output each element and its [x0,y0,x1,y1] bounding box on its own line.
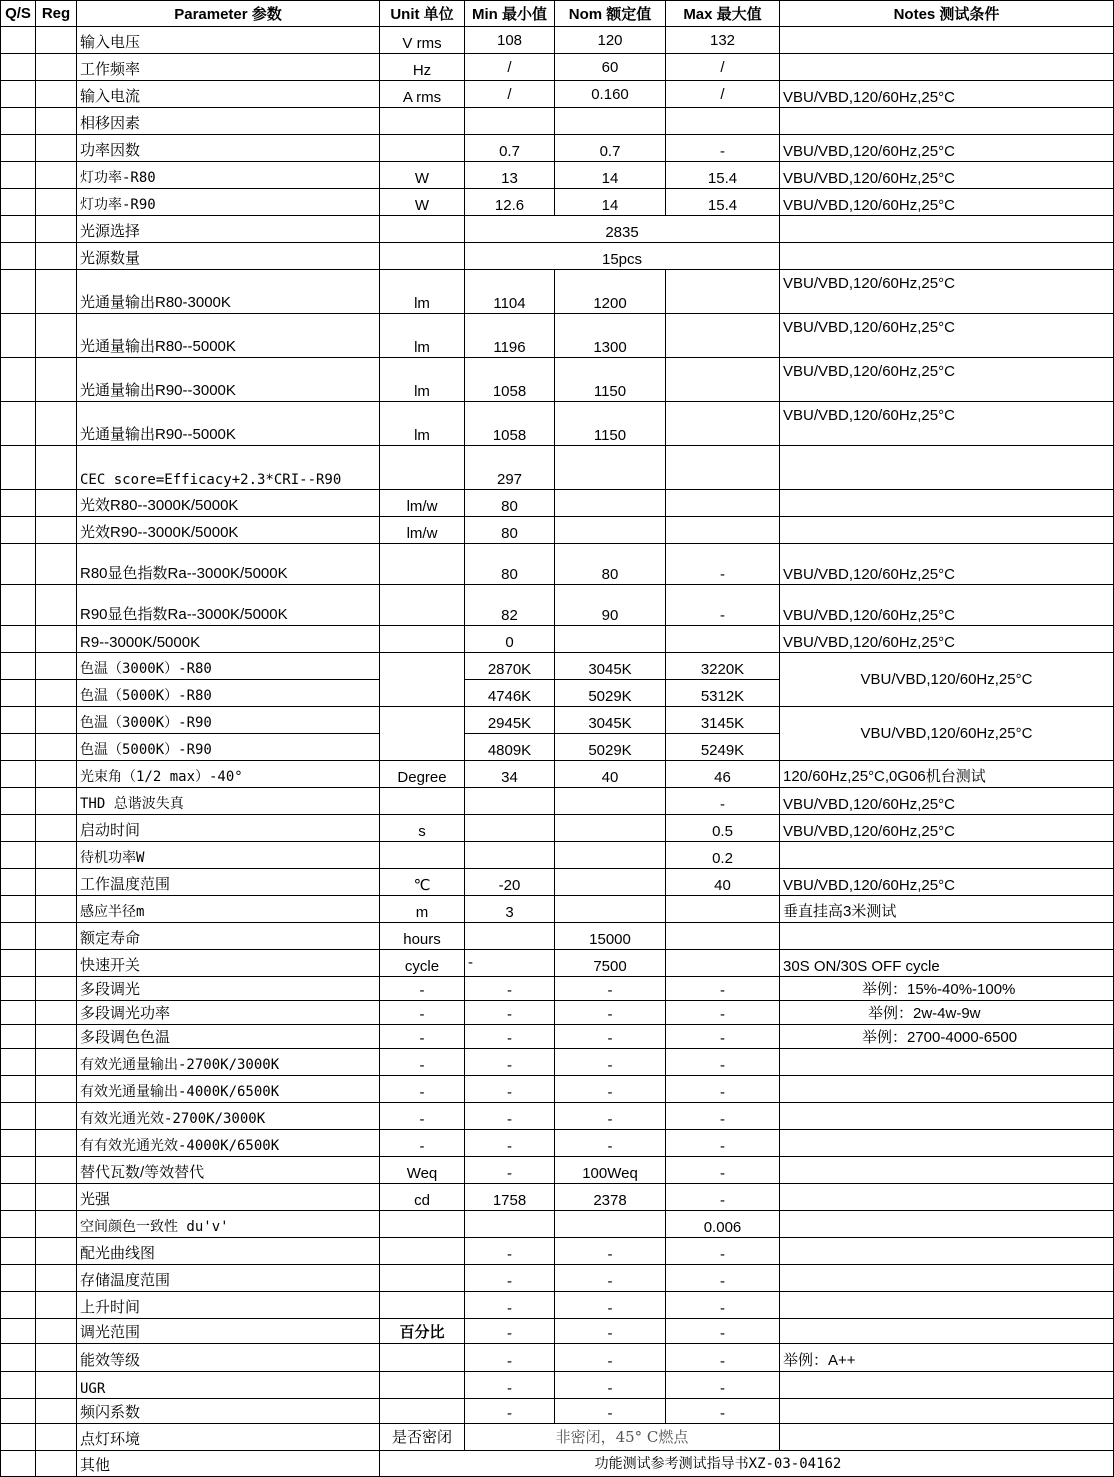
table-row [1,923,1114,950]
table-row [1,1025,1114,1049]
param-cell: 能效等级 [77,1344,380,1372]
min-cell: - [465,1049,555,1076]
table-row [1,707,1114,734]
max-cell: - [666,1238,780,1265]
unit-cell: s [380,815,465,842]
max-cell: 132 [666,27,780,54]
min-cell: 12.6 [465,189,555,216]
min-cell: 1758 [465,1184,555,1211]
min-cell: 3 [465,896,555,923]
unit-cell: m [380,896,465,923]
max-cell: - [666,1001,780,1025]
max-cell: - [666,1399,780,1424]
nom-cell: - [555,1103,666,1130]
param-cell: 输入电流 [77,81,380,108]
max-cell: - [666,1025,780,1049]
nom-cell: - [555,1265,666,1292]
param-cell: 有效光通量输出-2700K/3000K [77,1049,380,1076]
notes-cell: VBU/VBD,120/60Hz,25°C [780,81,1114,108]
max-cell: 3145K [666,707,780,734]
max-cell: / [666,81,780,108]
unit-cell: lm [380,402,465,446]
min-cell: -20 [465,869,555,896]
min-cell: - [465,1103,555,1130]
reg-header: Reg [36,1,77,27]
table-row [1,517,1114,544]
table-row [1,402,1114,446]
nom-cell: - [555,1130,666,1157]
min-cell: - [465,950,555,977]
param-cell: 有效光通量输出-4000K/6500K [77,1076,380,1103]
notes-cell: VBU/VBD,120/60Hz,25°C [780,314,1114,358]
parameter-header: Parameter 参数 [77,1,380,27]
nom-cell: 80 [555,544,666,585]
nom-cell: 40 [555,761,666,788]
param-cell: 工作温度范围 [77,869,380,896]
param-cell: 有效光通光效-2700K/3000K [77,1103,380,1130]
min-cell: 13 [465,162,555,189]
param-cell: 光效R80--3000K/5000K [77,490,380,517]
table-row [1,270,1114,314]
min-cell: / [465,81,555,108]
table-row [1,788,1114,815]
nom-cell: 14 [555,162,666,189]
nom-cell: 14 [555,189,666,216]
param-cell: 功率因数 [77,135,380,162]
max-cell: - [666,1130,780,1157]
param-cell: 光源数量 [77,243,380,270]
table-row [1,108,1114,135]
notes-cell: 120/60Hz,25°C,0G06机台测试 [780,761,1114,788]
max-cell: 3220K [666,653,780,680]
nom-cell: - [555,1399,666,1424]
min-cell: 80 [465,490,555,517]
max-cell: - [666,1049,780,1076]
unit-cell: Hz [380,54,465,81]
notes-header: Notes 测试条件 [780,1,1114,27]
max-cell: 0.5 [666,815,780,842]
table-row [1,977,1114,1001]
param-cell: 色温（3000K）-R80 [77,653,380,680]
param-cell: 色温（3000K）-R90 [77,707,380,734]
param-cell: 多段调色色温 [77,1025,380,1049]
unit-cell: 是否密闭 [380,1424,465,1451]
notes-cell: VBU/VBD,120/60Hz,25°C [780,358,1114,402]
min-cell: 4809K [465,734,555,761]
table-row [1,544,1114,585]
param-cell: 光通量输出R80--5000K [77,314,380,358]
unit-cell: W [380,189,465,216]
max-cell: - [666,977,780,1001]
notes-cell: 30S ON/30S OFF cycle [780,950,1114,977]
nom-cell: 1300 [555,314,666,358]
notes-cell: 垂直挂高3米测试 [780,896,1114,923]
unit-cell: cycle [380,950,465,977]
min-cell: - [465,1001,555,1025]
notes-cell: 举例：2700-4000-6500 [780,1025,1114,1049]
unit-cell: - [380,1130,465,1157]
min-cell: - [465,1130,555,1157]
param-cell: 配光曲线图 [77,1238,380,1265]
param-cell: 启动时间 [77,815,380,842]
unit-cell: A rms [380,81,465,108]
max-cell: 5312K [666,680,780,707]
param-cell: 色温（5000K）-R90 [77,734,380,761]
nom-cell: 2378 [555,1184,666,1211]
table-row [1,896,1114,923]
max-cell: - [666,585,780,626]
max-cell: - [666,135,780,162]
nom-cell: - [555,1292,666,1319]
min-cell: 0.7 [465,135,555,162]
table-row [1,842,1114,869]
param-cell: 工作频率 [77,54,380,81]
min-cell: 1104 [465,270,555,314]
table-row [1,1238,1114,1265]
min-cell: 80 [465,517,555,544]
unit-cell: - [380,1025,465,1049]
table-row [1,216,1114,243]
table-row [1,1319,1114,1344]
param-cell: 多段调光功率 [77,1001,380,1025]
table-row [1,1001,1114,1025]
param-cell: 空间颜色一致性 du'v' [77,1211,380,1238]
notes-cell: 举例：2w-4w-9w [780,1001,1114,1025]
min-cell: - [465,1344,555,1372]
min-cell: 108 [465,27,555,54]
table-row [1,1292,1114,1319]
notes-cell: 举例：15%-40%-100% [780,977,1114,1001]
param-cell: R90显色指数Ra--3000K/5000K [77,585,380,626]
nom-cell: - [555,977,666,1001]
min-cell: - [465,1076,555,1103]
max-cell: / [666,54,780,81]
param-cell: 待机功率W [77,842,380,869]
max-cell: - [666,1292,780,1319]
notes-cell: VBU/VBD,120/60Hz,25°C [780,402,1114,446]
unit-cell: V rms [380,27,465,54]
unit-cell: - [380,1076,465,1103]
unit-cell: ℃ [380,869,465,896]
nom-cell: - [555,1372,666,1399]
unit-cell: lm [380,358,465,402]
nom-cell: - [555,1001,666,1025]
nom-cell: - [555,1344,666,1372]
merged-value-cell: 15pcs [465,243,780,270]
notes-cell: 举例：A++ [780,1344,1114,1372]
table-row [1,243,1114,270]
nom-cell: 15000 [555,923,666,950]
notes-cell: VBU/VBD,120/60Hz,25°C [780,585,1114,626]
table-row [1,314,1114,358]
min-cell: 1058 [465,358,555,402]
table-row [1,1103,1114,1130]
merged-value-cell: 功能测试参考测试指导书XZ-03-04162 [380,1451,1114,1477]
unit-cell: Weq [380,1157,465,1184]
nom-cell: - [555,1076,666,1103]
nom-cell: 120 [555,27,666,54]
min-cell: - [465,977,555,1001]
table-row [1,1424,1114,1451]
param-cell: R9--3000K/5000K [77,626,380,653]
table-row [1,1211,1114,1238]
unit-cell: cd [380,1184,465,1211]
notes-cell: VBU/VBD,120/60Hz,25°C [780,544,1114,585]
nom-header: Nom 额定值 [555,1,666,27]
max-cell: 15.4 [666,162,780,189]
max-cell: 15.4 [666,189,780,216]
table-row [1,869,1114,896]
max-cell: - [666,544,780,585]
table-row [1,135,1114,162]
table-row [1,1157,1114,1184]
param-cell: 灯功率-R90 [77,189,380,216]
notes-cell: VBU/VBD,120/60Hz,25°C [780,788,1114,815]
param-cell: UGR [77,1372,380,1399]
max-cell: - [666,1184,780,1211]
nom-cell: 0.160 [555,81,666,108]
nom-cell: - [555,1025,666,1049]
merged-value-cell: 2835 [465,216,780,243]
min-cell: 2945K [465,707,555,734]
unit-cell: Degree [380,761,465,788]
notes-cell: VBU/VBD,120/60Hz,25°C [780,162,1114,189]
param-cell: 光通量输出R90--3000K [77,358,380,402]
table-row [1,1451,1114,1477]
notes-cell: VBU/VBD,120/60Hz,25°C [780,135,1114,162]
max-header: Max 最大值 [666,1,780,27]
nom-cell: - [555,1049,666,1076]
max-cell: - [666,1319,780,1344]
min-cell: 82 [465,585,555,626]
param-cell: 存储温度范围 [77,1265,380,1292]
max-cell: - [666,1265,780,1292]
nom-cell: 1200 [555,270,666,314]
nom-cell: - [555,1238,666,1265]
unit-cell: - [380,1103,465,1130]
notes-cell: VBU/VBD,120/60Hz,25°C [780,815,1114,842]
qs-header: Q/S [1,1,36,27]
min-cell: - [465,1372,555,1399]
param-cell: 光效R90--3000K/5000K [77,517,380,544]
param-cell: 相移因素 [77,108,380,135]
table-row [1,189,1114,216]
min-cell: 297 [465,446,555,490]
nom-cell: 0.7 [555,135,666,162]
param-cell: 光源选择 [77,216,380,243]
param-cell: 替代瓦数/等效替代 [77,1157,380,1184]
notes-cell: VBU/VBD,120/60Hz,25°C [780,707,1114,761]
nom-cell: 1150 [555,358,666,402]
param-cell: 多段调光 [77,977,380,1001]
max-cell: 0.2 [666,842,780,869]
nom-cell: 3045K [555,707,666,734]
min-cell: 1196 [465,314,555,358]
table-row [1,950,1114,977]
param-cell: 快速开关 [77,950,380,977]
unit-cell: 百分比 [380,1319,465,1344]
nom-cell: 3045K [555,653,666,680]
table-row [1,27,1114,54]
table-row [1,1130,1114,1157]
merged-value-cell: 非密闭，45° C燃点 [465,1424,780,1451]
table-row [1,490,1114,517]
table-row [1,1399,1114,1424]
min-cell: 4746K [465,680,555,707]
param-cell: CEC score=Efficacy+2.3*CRI--R90 [77,446,380,490]
min-cell: - [465,1238,555,1265]
table-row [1,1184,1114,1211]
unit-header: Unit 单位 [380,1,465,27]
min-cell: 0 [465,626,555,653]
param-cell: 光强 [77,1184,380,1211]
notes-cell [780,27,1114,54]
param-cell: 额定寿命 [77,923,380,950]
notes-cell: VBU/VBD,120/60Hz,25°C [780,270,1114,314]
notes-cell: VBU/VBD,120/60Hz,25°C [780,869,1114,896]
unit-cell: hours [380,923,465,950]
max-cell: - [666,1344,780,1372]
table-row [1,446,1114,490]
unit-cell: lm [380,270,465,314]
unit-cell: - [380,977,465,1001]
min-cell: - [465,1319,555,1344]
param-cell: 灯功率-R80 [77,162,380,189]
param-cell: THD 总谐波失真 [77,788,380,815]
param-cell: 光通量输出R80-3000K [77,270,380,314]
min-cell: 80 [465,544,555,585]
max-cell: - [666,788,780,815]
param-cell: 频闪系数 [77,1399,380,1424]
notes-cell: VBU/VBD,120/60Hz,25°C [780,653,1114,707]
table-row [1,1076,1114,1103]
max-cell: - [666,1103,780,1130]
table-row [1,1049,1114,1076]
table-row [1,585,1114,626]
min-cell: - [465,1399,555,1424]
unit-cell: lm/w [380,517,465,544]
notes-cell [780,54,1114,81]
nom-cell: 90 [555,585,666,626]
unit-cell: lm [380,314,465,358]
param-cell: 点灯环境 [77,1424,380,1451]
table-row [1,761,1114,788]
max-cell: - [666,1076,780,1103]
param-cell: 光束角（1/2 max）-40° [77,761,380,788]
table-row [1,815,1114,842]
min-cell: 34 [465,761,555,788]
table-row [1,653,1114,680]
unit-cell: - [380,1001,465,1025]
min-cell: 1058 [465,402,555,446]
min-cell: - [465,1292,555,1319]
param-cell: 色温（5000K）-R80 [77,680,380,707]
min-cell: - [465,1157,555,1184]
table-row [1,81,1114,108]
max-cell: 40 [666,869,780,896]
unit-cell: W [380,162,465,189]
nom-cell: 7500 [555,950,666,977]
max-cell: 46 [666,761,780,788]
param-cell: 感应半径m [77,896,380,923]
table-row [1,1372,1114,1399]
min-header: Min 最小值 [465,1,555,27]
param-cell: 其他 [77,1451,380,1477]
unit-cell: lm/w [380,490,465,517]
table-row [1,162,1114,189]
table-row [1,1344,1114,1372]
table-row [1,54,1114,81]
table-row [1,626,1114,653]
param-cell: 光通量输出R90--5000K [77,402,380,446]
nom-cell: 100Weq [555,1157,666,1184]
nom-cell: 5029K [555,680,666,707]
table-row [1,1265,1114,1292]
param-cell: 上升时间 [77,1292,380,1319]
nom-cell: 1150 [555,402,666,446]
nom-cell: 60 [555,54,666,81]
param-cell: 调光范围 [77,1319,380,1344]
max-cell: 0.006 [666,1211,780,1238]
header-row [1,1,1114,27]
max-cell: - [666,1157,780,1184]
min-cell: 2870K [465,653,555,680]
param-cell: R80显色指数Ra--3000K/5000K [77,544,380,585]
nom-cell: - [555,1319,666,1344]
notes-cell: VBU/VBD,120/60Hz,25°C [780,189,1114,216]
table-row [1,358,1114,402]
unit-cell: - [380,1049,465,1076]
min-cell: - [465,1025,555,1049]
max-cell: 5249K [666,734,780,761]
param-cell: 输入电压 [77,27,380,54]
nom-cell: 5029K [555,734,666,761]
notes-cell: VBU/VBD,120/60Hz,25°C [780,626,1114,653]
min-cell: - [465,1265,555,1292]
min-cell: / [465,54,555,81]
param-cell: 有有效光通光效-4000K/6500K [77,1130,380,1157]
max-cell: - [666,1372,780,1399]
